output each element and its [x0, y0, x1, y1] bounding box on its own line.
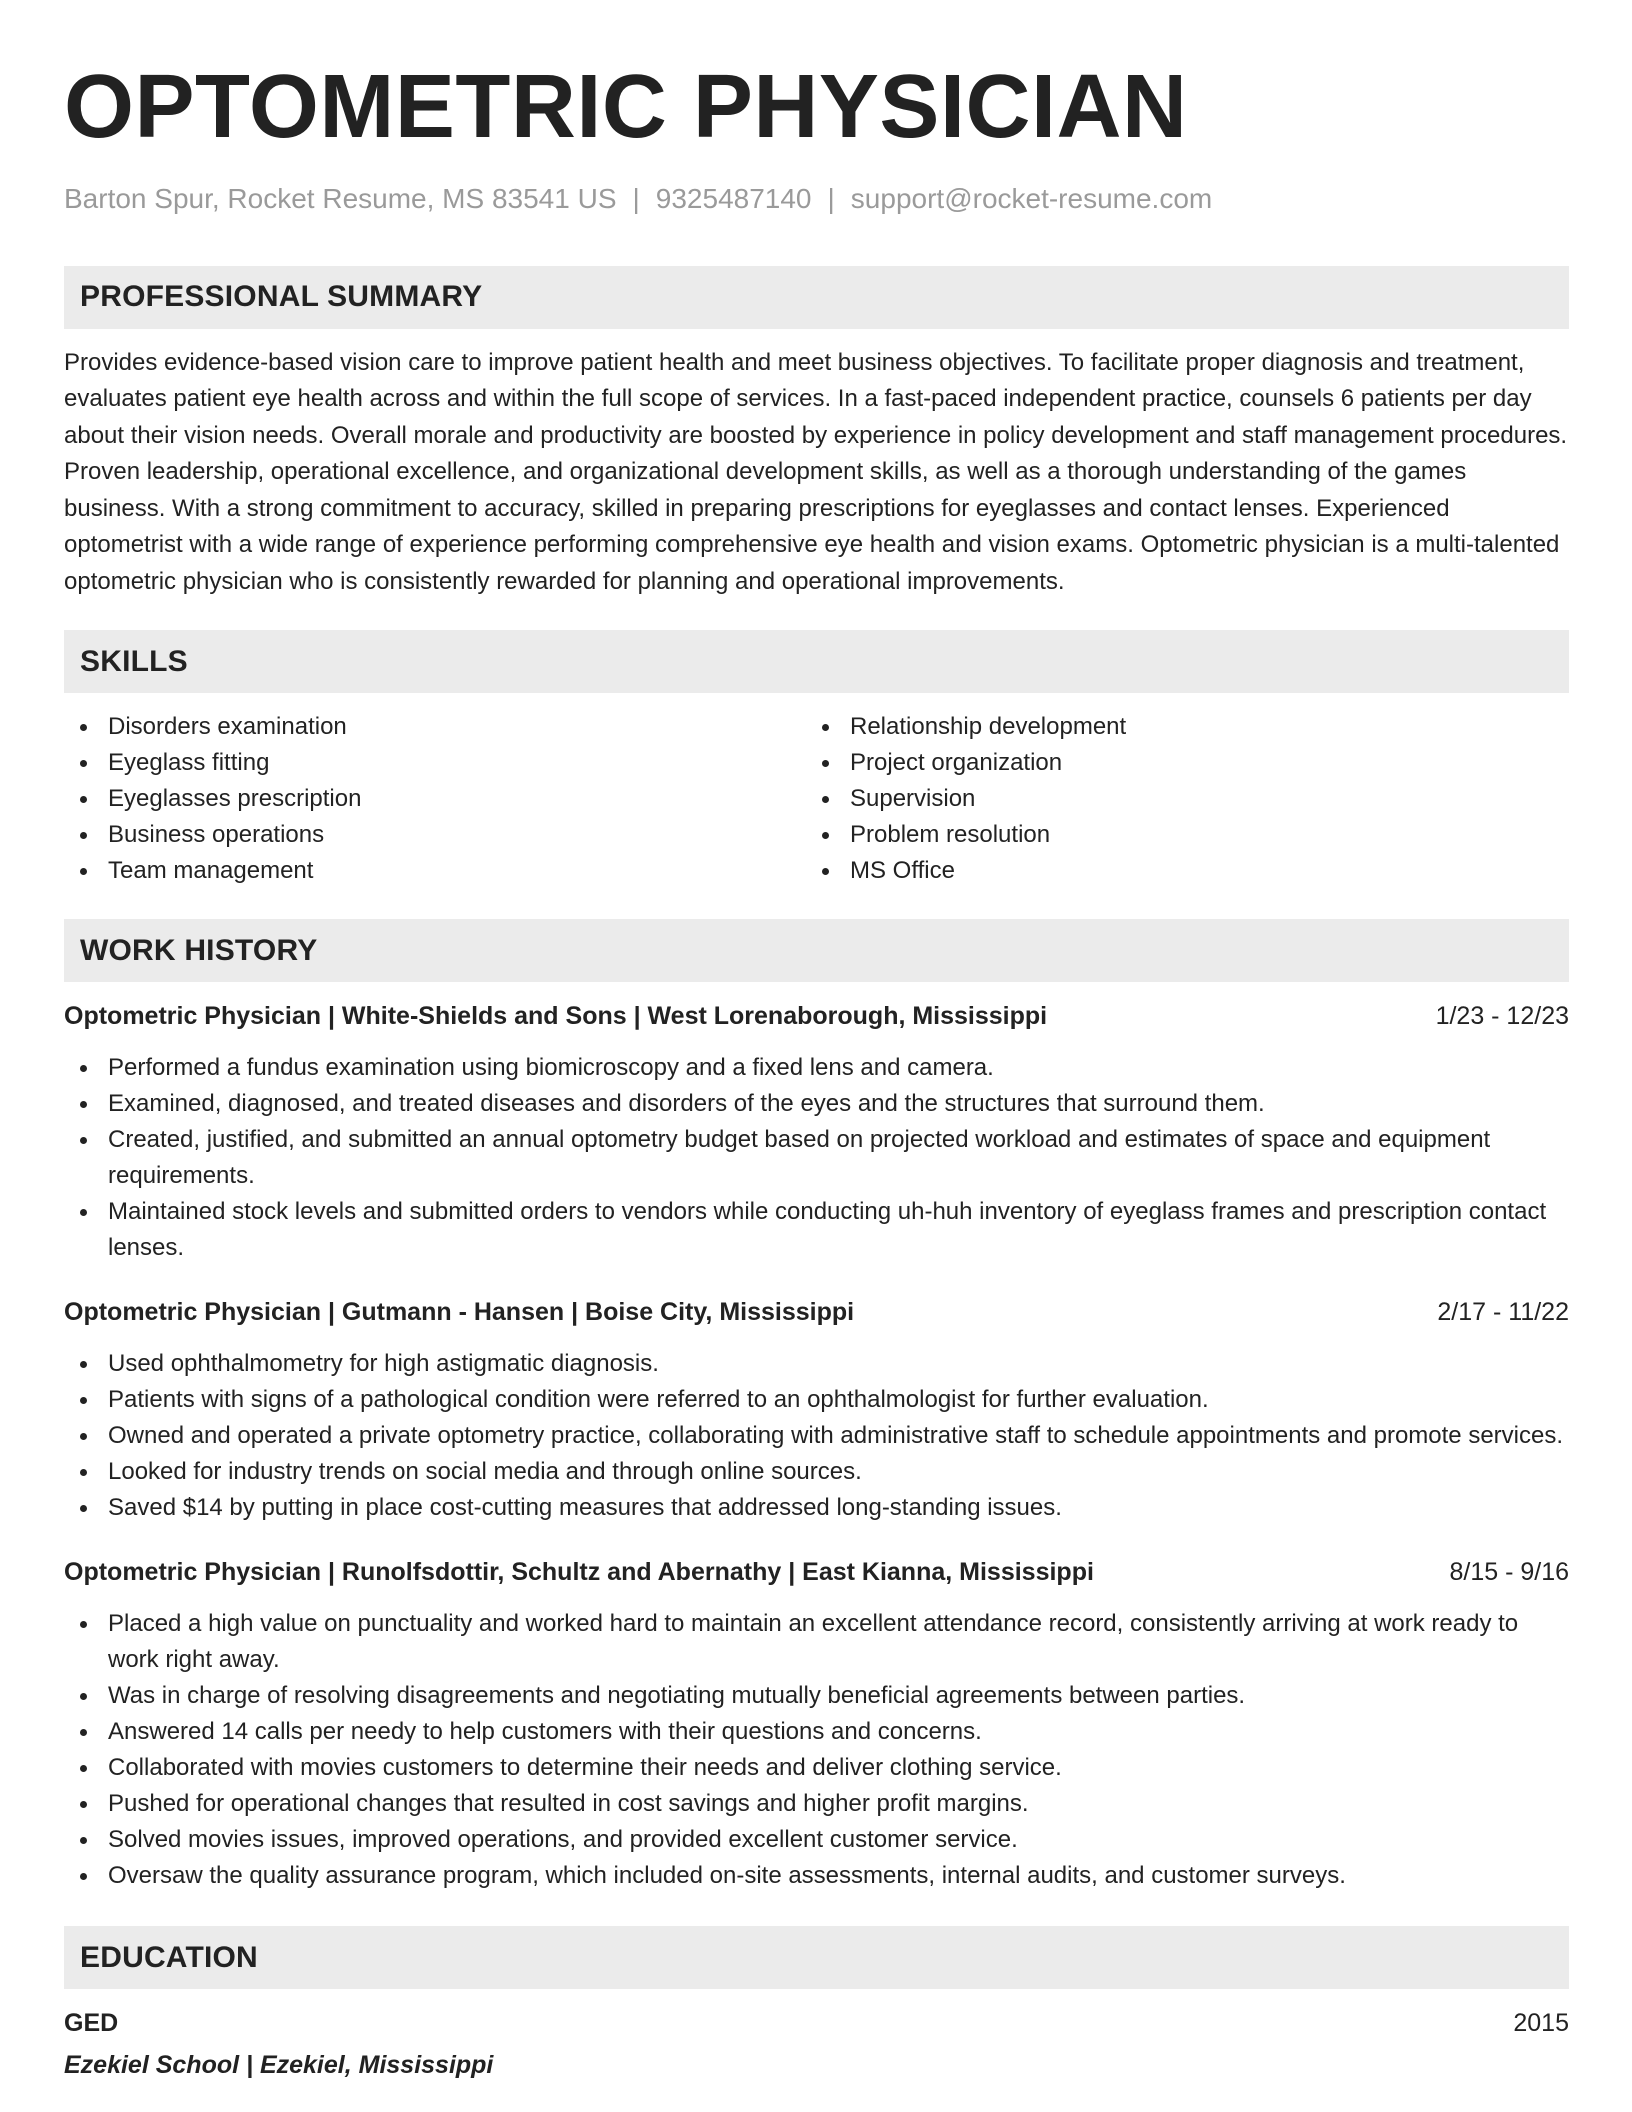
skill-item: MS Office [806, 853, 1548, 889]
education-section-header [64, 1926, 1569, 1989]
job-bullet: Maintained stock levels and submitted orders to vendors while conducting uh-huh inventory of eyeglass frames and prescription contact lenses. [64, 1194, 1569, 1266]
education-degree: GED [64, 2009, 119, 2038]
contact-email: support@rocket-resume.com [850, 183, 1213, 214]
work-heading: WORK HISTORY [80, 933, 318, 967]
candidate-name: OPTOMETRIC PHYSICIAN [64, 57, 1188, 157]
contact-address: Barton Spur, Rocket Resume, MS 83541 US [64, 183, 617, 214]
job-header [64, 1294, 1569, 1330]
job-bullet: Pushed for operational changes that resulted in cost savings and higher profit margins. [64, 1786, 1569, 1822]
job-title: Optometric Physician | Gutmann - Hansen | Boise City, Mississippi [64, 1298, 855, 1327]
skill-item: Disorders examination [64, 709, 806, 745]
job-header [64, 998, 1569, 1034]
job-dates: 8/15 - 9/16 [1449, 1558, 1569, 1587]
skill-item: Relationship development [806, 709, 1548, 745]
skill-item: Problem resolution [806, 817, 1548, 853]
job-bullet: Owned and operated a private optometry practice, collaborating with administrative staff to schedule appointments and promote services. [64, 1418, 1569, 1454]
job-entry [64, 1554, 1569, 1894]
job-bullet: Was in charge of resolving disagreements and negotiating mutually beneficial agreements between parties. [64, 1678, 1569, 1714]
job-bullets [64, 1050, 1569, 1266]
job-bullet: Saved $14 by putting in place cost-cutting measures that addressed long-standing issues. [64, 1490, 1569, 1526]
skill-item: Supervision [806, 781, 1548, 817]
education-entry [64, 2005, 1569, 2083]
skill-item: Eyeglasses prescription [64, 781, 806, 817]
skills-columns [64, 709, 1569, 889]
job-header [64, 1554, 1569, 1590]
contact-separator: | [632, 183, 640, 214]
summary-text: Provides evidence-based vision care to improve patient health and meet business objectives. To facilitate proper diagnosis and treatment, evaluates patient eye health across and within the full scope of services. In a fast-paced independent practice, counsels 6 patients per day about their vision needs. Overall morale and productivity are boosted by experience in policy development and staff management procedures. Proven leadership, operational excellence, and organizational development skills, as well as a thorough understanding of the games business. With a strong commitment to accuracy, skilled in preparing prescriptions for eyeglasses and contact lenses. Experienced optometrist with a wide range of experience performing comprehensive eye health and vision exams. Optometric physician is a multi-talented optometric physician who is consistently rewarded for planning and operational improvements. [64, 348, 1568, 595]
skill-item: Business operations [64, 817, 806, 853]
summary-section-header [64, 266, 1569, 329]
contact-separator: | [827, 183, 835, 214]
summary-heading: PROFESSIONAL SUMMARY [80, 280, 483, 314]
education-header [64, 2005, 1569, 2041]
job-bullet: Answered 14 calls per needy to help customers with their questions and concerns. [64, 1714, 1569, 1750]
job-bullet: Placed a high value on punctuality and worked hard to maintain an excellent attendance record, consistently arriving at work ready to work right away. [64, 1606, 1569, 1678]
skills-section-header [64, 630, 1569, 693]
job-bullet: Solved movies issues, improved operations, and provided excellent customer service. [64, 1822, 1569, 1858]
job-dates: 2/17 - 11/22 [1437, 1298, 1569, 1327]
job-bullet: Collaborated with movies customers to determine their needs and deliver clothing service. [64, 1750, 1569, 1786]
job-bullet: Created, justified, and submitted an annual optometry budget based on projected workload and estimates of space and equipment requirements. [64, 1122, 1569, 1194]
job-bullets [64, 1606, 1569, 1894]
job-bullets [64, 1346, 1569, 1526]
job-entry [64, 1294, 1569, 1526]
skills-left-list [64, 709, 806, 889]
job-title: Optometric Physician | White-Shields and Sons | West Lorenaborough, Mississippi [64, 1002, 1048, 1031]
skills-heading: SKILLS [80, 644, 188, 678]
work-section-header [64, 919, 1569, 982]
education-heading: EDUCATION [80, 1940, 258, 1974]
job-bullet: Used ophthalmometry for high astigmatic diagnosis. [64, 1346, 1569, 1382]
contact-phone: 9325487140 [655, 183, 812, 214]
skill-item: Team management [64, 853, 806, 889]
job-bullet: Looked for industry trends on social media and through online sources. [64, 1454, 1569, 1490]
job-title: Optometric Physician | Runolfsdottir, Schultz and Abernathy | East Kianna, Mississippi [64, 1558, 1094, 1587]
job-bullet: Patients with signs of a pathological condition were referred to an ophthalmologist for further evaluation. [64, 1382, 1569, 1418]
skill-item: Eyeglass fitting [64, 745, 806, 781]
job-dates: 1/23 - 12/23 [1435, 1002, 1569, 1031]
education-year: 2015 [1513, 2009, 1569, 2038]
job-bullet: Examined, diagnosed, and treated diseases and disorders of the eyes and the structures that surround them. [64, 1086, 1569, 1122]
skills-right-list [806, 709, 1548, 889]
education-school: Ezekiel School | Ezekiel, Mississippi [64, 2051, 494, 2080]
job-bullet: Performed a fundus examination using biomicroscopy and a fixed lens and camera. [64, 1050, 1569, 1086]
contact-line [64, 182, 1569, 216]
job-bullet: Oversaw the quality assurance program, which included on-site assessments, internal audits, and customer surveys. [64, 1858, 1569, 1894]
job-entry [64, 998, 1569, 1266]
skill-item: Project organization [806, 745, 1548, 781]
